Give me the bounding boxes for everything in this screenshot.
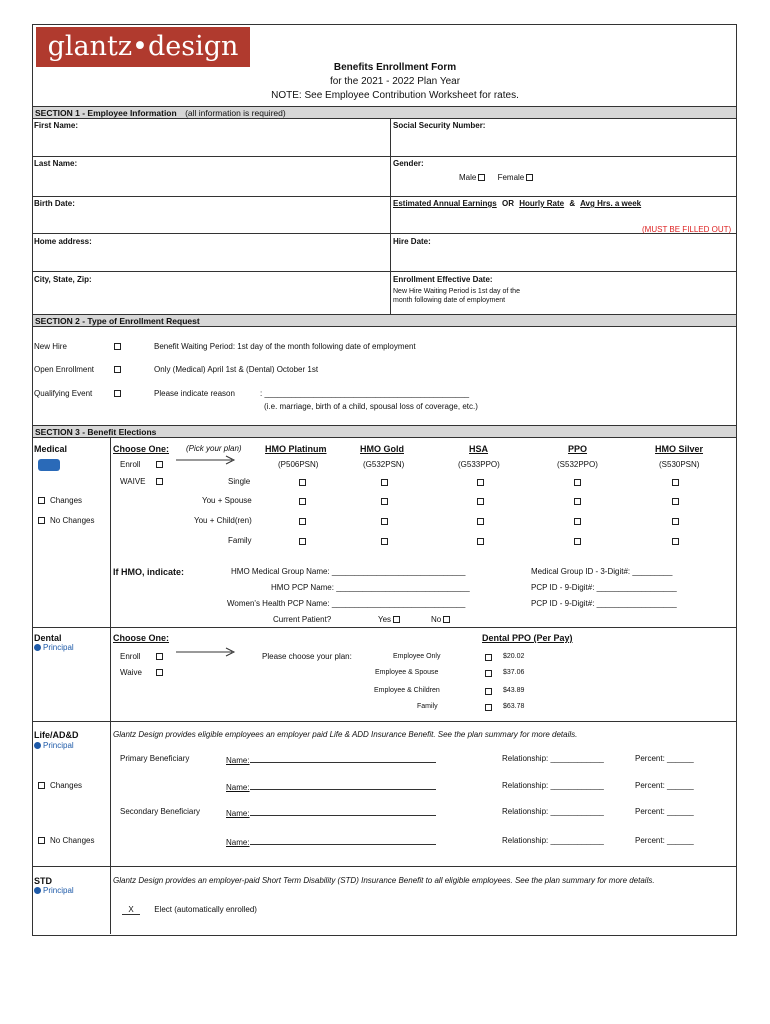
qualifying-event-checkbox[interactable] xyxy=(114,390,121,397)
life-description: Glantz Design provides eligible employees an employer paid Life & ADD Insurance Benefit. See the plan summary for more details. xyxy=(113,730,578,739)
life-changes-checkbox[interactable] xyxy=(38,782,45,789)
qualifying-event-desc: Please indicate reason xyxy=(154,389,235,398)
female-label: Female xyxy=(497,173,525,182)
yes-label: Yes xyxy=(378,615,392,624)
plan-code: (P506PSN) xyxy=(278,460,319,469)
medical-changes-label: Changes xyxy=(50,496,83,505)
last-name-label: Last Name: xyxy=(34,159,78,168)
section2-title: SECTION 2 - Type of Enrollment Request xyxy=(35,316,200,326)
beneficiary-relationship-field[interactable]: Relationship: ____________ xyxy=(502,754,604,763)
dental-tier-label: Employee & Spouse xyxy=(375,669,439,676)
new-hire-checkbox[interactable] xyxy=(114,343,121,350)
earnings-label: Estimated Annual Earnings xyxy=(393,199,497,208)
dental-tier-label: Employee Only xyxy=(393,653,441,660)
divider xyxy=(33,271,736,272)
current-patient-no xyxy=(431,615,452,624)
plan-hmo-platinum: HMO Platinum xyxy=(265,444,327,454)
qualifying-event-label: Qualifying Event xyxy=(34,389,93,398)
medical-enroll-checkbox[interactable] xyxy=(156,461,163,468)
effective-date-note1: New Hire Waiting Period is 1st day of the xyxy=(393,288,520,295)
beneficiary-name-field[interactable] xyxy=(226,836,436,847)
beneficiary-name-label: Name: xyxy=(226,809,250,818)
medical-plan-tier-checkbox[interactable] xyxy=(574,479,581,486)
dental-price: $63.78 xyxy=(503,703,525,710)
section1-note: (all information is required) xyxy=(185,108,286,118)
or-label: OR xyxy=(501,199,514,208)
medical-no-changes-label: No Changes xyxy=(50,516,95,525)
medical-plan-tier-checkbox[interactable] xyxy=(381,498,388,505)
form-note: NOTE: See Employee Contribution Worksheet for rates. xyxy=(271,90,519,101)
gender-label: Gender: xyxy=(393,159,424,168)
hourly-rate-label: Hourly Rate xyxy=(519,199,565,208)
life-no-changes-label: No Changes xyxy=(50,836,95,845)
beneficiary-percent-field[interactable]: Percent: ______ xyxy=(635,754,694,763)
section1-divider xyxy=(390,118,391,314)
principal-text: Principal xyxy=(43,643,74,652)
std-elect-mark[interactable]: X xyxy=(122,905,140,915)
form-subtitle: for the 2021 - 2022 Plan Year xyxy=(329,76,461,87)
tier-spouse: You + Spouse xyxy=(202,496,252,505)
dental-price: $37.06 xyxy=(503,669,525,676)
first-name-label: First Name: xyxy=(34,121,79,130)
section1-title: SECTION 1 - Employee Information xyxy=(35,108,177,118)
medical-plan-tier-checkbox[interactable] xyxy=(574,518,581,525)
dental-tier-label: Family xyxy=(417,703,438,710)
choose-plan-label: Please choose your plan: xyxy=(262,652,352,661)
blue-shield-logo xyxy=(38,459,60,471)
no-label: No xyxy=(431,615,442,624)
divider xyxy=(33,866,736,867)
principal-logo xyxy=(34,643,74,652)
avg-hours-label: Avg Hrs. a week xyxy=(580,199,642,208)
hmo-group-name-field[interactable]: HMO Medical Group Name: ______________________________ xyxy=(231,567,466,576)
beneficiary-name-label: Name: xyxy=(226,838,250,847)
if-hmo-label: If HMO, indicate: xyxy=(113,567,185,577)
plan-ppo: PPO xyxy=(568,444,588,454)
dental-price: $20.02 xyxy=(503,653,525,660)
plan-code: (S530PSN) xyxy=(659,460,700,469)
medical-plan-tier-checkbox[interactable] xyxy=(672,479,679,486)
principal-icon xyxy=(34,887,41,894)
arrow-right-icon xyxy=(176,647,238,657)
dental-tier-checkbox[interactable] xyxy=(485,688,492,695)
dental-price: $43.89 xyxy=(503,687,525,694)
beneficiary-relationship-field[interactable]: Relationship: ____________ xyxy=(502,781,604,790)
medical-plan-tier-checkbox[interactable] xyxy=(477,498,484,505)
new-hire-label: New Hire xyxy=(34,342,67,351)
section3-header xyxy=(33,425,736,438)
beneficiary-relationship-field[interactable]: Relationship: ____________ xyxy=(502,836,604,845)
life-label: Life/AD&D xyxy=(34,730,79,740)
medical-plan-tier-checkbox[interactable] xyxy=(477,538,484,545)
dental-choose-one: Choose One: xyxy=(113,633,170,643)
hire-date-label: Hire Date: xyxy=(393,237,431,246)
dental-enroll-checkbox[interactable] xyxy=(156,653,163,660)
open-enrollment-desc: Only (Medical) April 1st & (Dental) October 1st xyxy=(154,365,319,374)
principal-text: Principal xyxy=(43,886,74,895)
arrow-right-icon xyxy=(176,455,238,465)
pcp-id-field-2[interactable]: PCP ID - 9-Digit#: __________________ xyxy=(531,599,677,608)
current-patient-yes xyxy=(378,615,402,624)
beneficiary-relationship-field[interactable]: Relationship: ____________ xyxy=(502,807,604,816)
std-label: STD xyxy=(34,876,52,886)
tier-family: Family xyxy=(228,536,252,545)
medical-plan-tier-checkbox[interactable] xyxy=(672,498,679,505)
beneficiary-name-label: Name: xyxy=(226,783,250,792)
reason-example: (i.e. marriage, birth of a child, spousal loss of coverage, etc.) xyxy=(264,402,478,411)
current-patient-label: Current Patient? xyxy=(273,615,332,624)
medical-changes-checkbox[interactable] xyxy=(38,497,45,504)
beneficiary-name-label: Name: xyxy=(226,756,250,765)
primary-beneficiary-label: Primary Beneficiary xyxy=(120,754,190,763)
medical-plan-tier-checkbox[interactable] xyxy=(574,538,581,545)
beneficiary-name-line[interactable] xyxy=(250,836,436,845)
medical-plan-tier-checkbox[interactable] xyxy=(299,479,306,486)
pcp-id-field[interactable]: PCP ID - 9-Digit#: __________________ xyxy=(531,583,677,592)
effective-date-note2: month following date of employment xyxy=(393,297,506,304)
divider xyxy=(33,721,736,722)
city-label: City, State, Zip: xyxy=(34,275,92,284)
reason-input[interactable]: : ______________________________________________ xyxy=(260,389,470,398)
dental-waive-label: Waive xyxy=(120,668,142,677)
birth-date-label: Birth Date: xyxy=(34,199,75,208)
medical-plan-tier-checkbox[interactable] xyxy=(574,498,581,505)
gender-options xyxy=(459,173,535,182)
glantz-design-logo: glantz•design xyxy=(36,27,250,67)
hmo-pcp-name-field[interactable]: HMO PCP Name: ______________________________ xyxy=(271,583,470,592)
dental-tier-label: Employee & Children xyxy=(374,687,440,694)
new-hire-desc: Benefit Waiting Period: 1st day of the month following date of employment xyxy=(154,342,416,351)
std-description: Glantz Design provides an employer-paid Short Term Disability (STD) Insurance Benefit to all eligible employees. See the plan summary for more details. xyxy=(113,876,655,885)
divider xyxy=(33,196,736,197)
medical-label: Medical xyxy=(34,444,68,454)
medical-plan-tier-checkbox[interactable] xyxy=(672,538,679,545)
medical-choose-one: Choose One: xyxy=(113,444,170,454)
open-enrollment-checkbox[interactable] xyxy=(114,366,121,373)
ampersand-label: & xyxy=(569,199,576,208)
effective-date-label: Enrollment Effective Date: xyxy=(393,275,493,284)
open-enrollment-label: Open Enrollment xyxy=(34,365,95,374)
beneficiary-percent-field[interactable]: Percent: ______ xyxy=(635,807,694,816)
principal-icon xyxy=(34,742,41,749)
medical-plan-tier-checkbox[interactable] xyxy=(299,538,306,545)
yes-checkbox[interactable] xyxy=(393,616,400,623)
medical-plan-tier-checkbox[interactable] xyxy=(672,518,679,525)
medical-plan-tier-checkbox[interactable] xyxy=(381,479,388,486)
medical-waive-label: WAIVE xyxy=(120,477,146,486)
beneficiary-name-line[interactable] xyxy=(250,807,436,816)
pick-plan-note: (Pick your plan) xyxy=(186,444,242,453)
section3-title: SECTION 3 - Benefit Elections xyxy=(35,427,157,437)
dental-tier-checkbox[interactable] xyxy=(485,654,492,661)
principal-logo xyxy=(34,741,74,750)
beneficiary-name-field[interactable] xyxy=(226,754,436,765)
medical-plan-tier-checkbox[interactable] xyxy=(381,538,388,545)
dental-tier-checkbox[interactable] xyxy=(485,670,492,677)
beneficiary-name-field[interactable] xyxy=(226,781,436,792)
plan-hsa: HSA xyxy=(469,444,489,454)
life-changes-label: Changes xyxy=(50,781,83,790)
std-elect-label: Elect (automatically enrolled) xyxy=(154,905,257,914)
divider xyxy=(33,156,736,157)
medical-enroll-label: Enroll xyxy=(120,460,141,469)
tier-children: You + Child(ren) xyxy=(194,516,252,525)
earnings-row xyxy=(393,199,641,208)
secondary-beneficiary-label: Secondary Beneficiary xyxy=(120,807,201,816)
plan-code: (G532PSN) xyxy=(363,460,405,469)
divider xyxy=(33,627,736,628)
ssn-label: Social Security Number: xyxy=(393,121,486,130)
life-no-changes-checkbox[interactable] xyxy=(38,837,45,844)
dental-waive-checkbox[interactable] xyxy=(156,669,163,676)
section1-header xyxy=(33,106,736,119)
beneficiary-name-field[interactable] xyxy=(226,807,436,818)
male-checkbox[interactable] xyxy=(478,174,485,181)
plan-code: (G533PPO) xyxy=(458,460,500,469)
medical-plan-tier-checkbox[interactable] xyxy=(381,518,388,525)
principal-logo xyxy=(34,886,74,895)
medical-plan-tier-checkbox[interactable] xyxy=(477,518,484,525)
medical-plan-tier-checkbox[interactable] xyxy=(477,479,484,486)
medical-plan-tier-checkbox[interactable] xyxy=(299,498,306,505)
medical-no-changes-checkbox[interactable] xyxy=(38,517,45,524)
must-fill-note: (MUST BE FILLED OUT) xyxy=(642,225,732,234)
dental-label: Dental xyxy=(34,633,62,643)
section3-divider xyxy=(110,437,111,934)
divider xyxy=(33,233,736,234)
section2-header xyxy=(33,314,736,327)
dental-tier-checkbox[interactable] xyxy=(485,704,492,711)
std-elect-row xyxy=(122,905,257,915)
medical-plan-tier-checkbox[interactable] xyxy=(299,518,306,525)
beneficiary-percent-field[interactable]: Percent: ______ xyxy=(635,836,694,845)
womens-pcp-field[interactable]: Women's Health PCP Name: ______________________________ xyxy=(227,599,466,608)
principal-icon xyxy=(34,644,41,651)
beneficiary-name-line[interactable] xyxy=(250,781,436,790)
male-label: Male xyxy=(459,173,477,182)
dental-enroll-label: Enroll xyxy=(120,652,141,661)
plan-hmo-silver: HMO Silver xyxy=(655,444,704,454)
home-address-label: Home address: xyxy=(34,237,92,246)
beneficiary-name-line[interactable] xyxy=(250,754,436,763)
dental-ppo-label: Dental PPO (Per Pay) xyxy=(482,633,573,643)
plan-code: (S532PPO) xyxy=(557,460,598,469)
medical-waive-checkbox[interactable] xyxy=(156,478,163,485)
beneficiary-percent-field[interactable]: Percent: ______ xyxy=(635,781,694,790)
female-checkbox[interactable] xyxy=(526,174,533,181)
medical-group-id-field[interactable]: Medical Group ID - 3-Digit#: _________ xyxy=(531,567,673,576)
no-checkbox[interactable] xyxy=(443,616,450,623)
tier-single: Single xyxy=(228,477,251,486)
form-title: Benefits Enrollment Form xyxy=(333,62,457,73)
principal-text: Principal xyxy=(43,741,74,750)
plan-hmo-gold: HMO Gold xyxy=(360,444,404,454)
